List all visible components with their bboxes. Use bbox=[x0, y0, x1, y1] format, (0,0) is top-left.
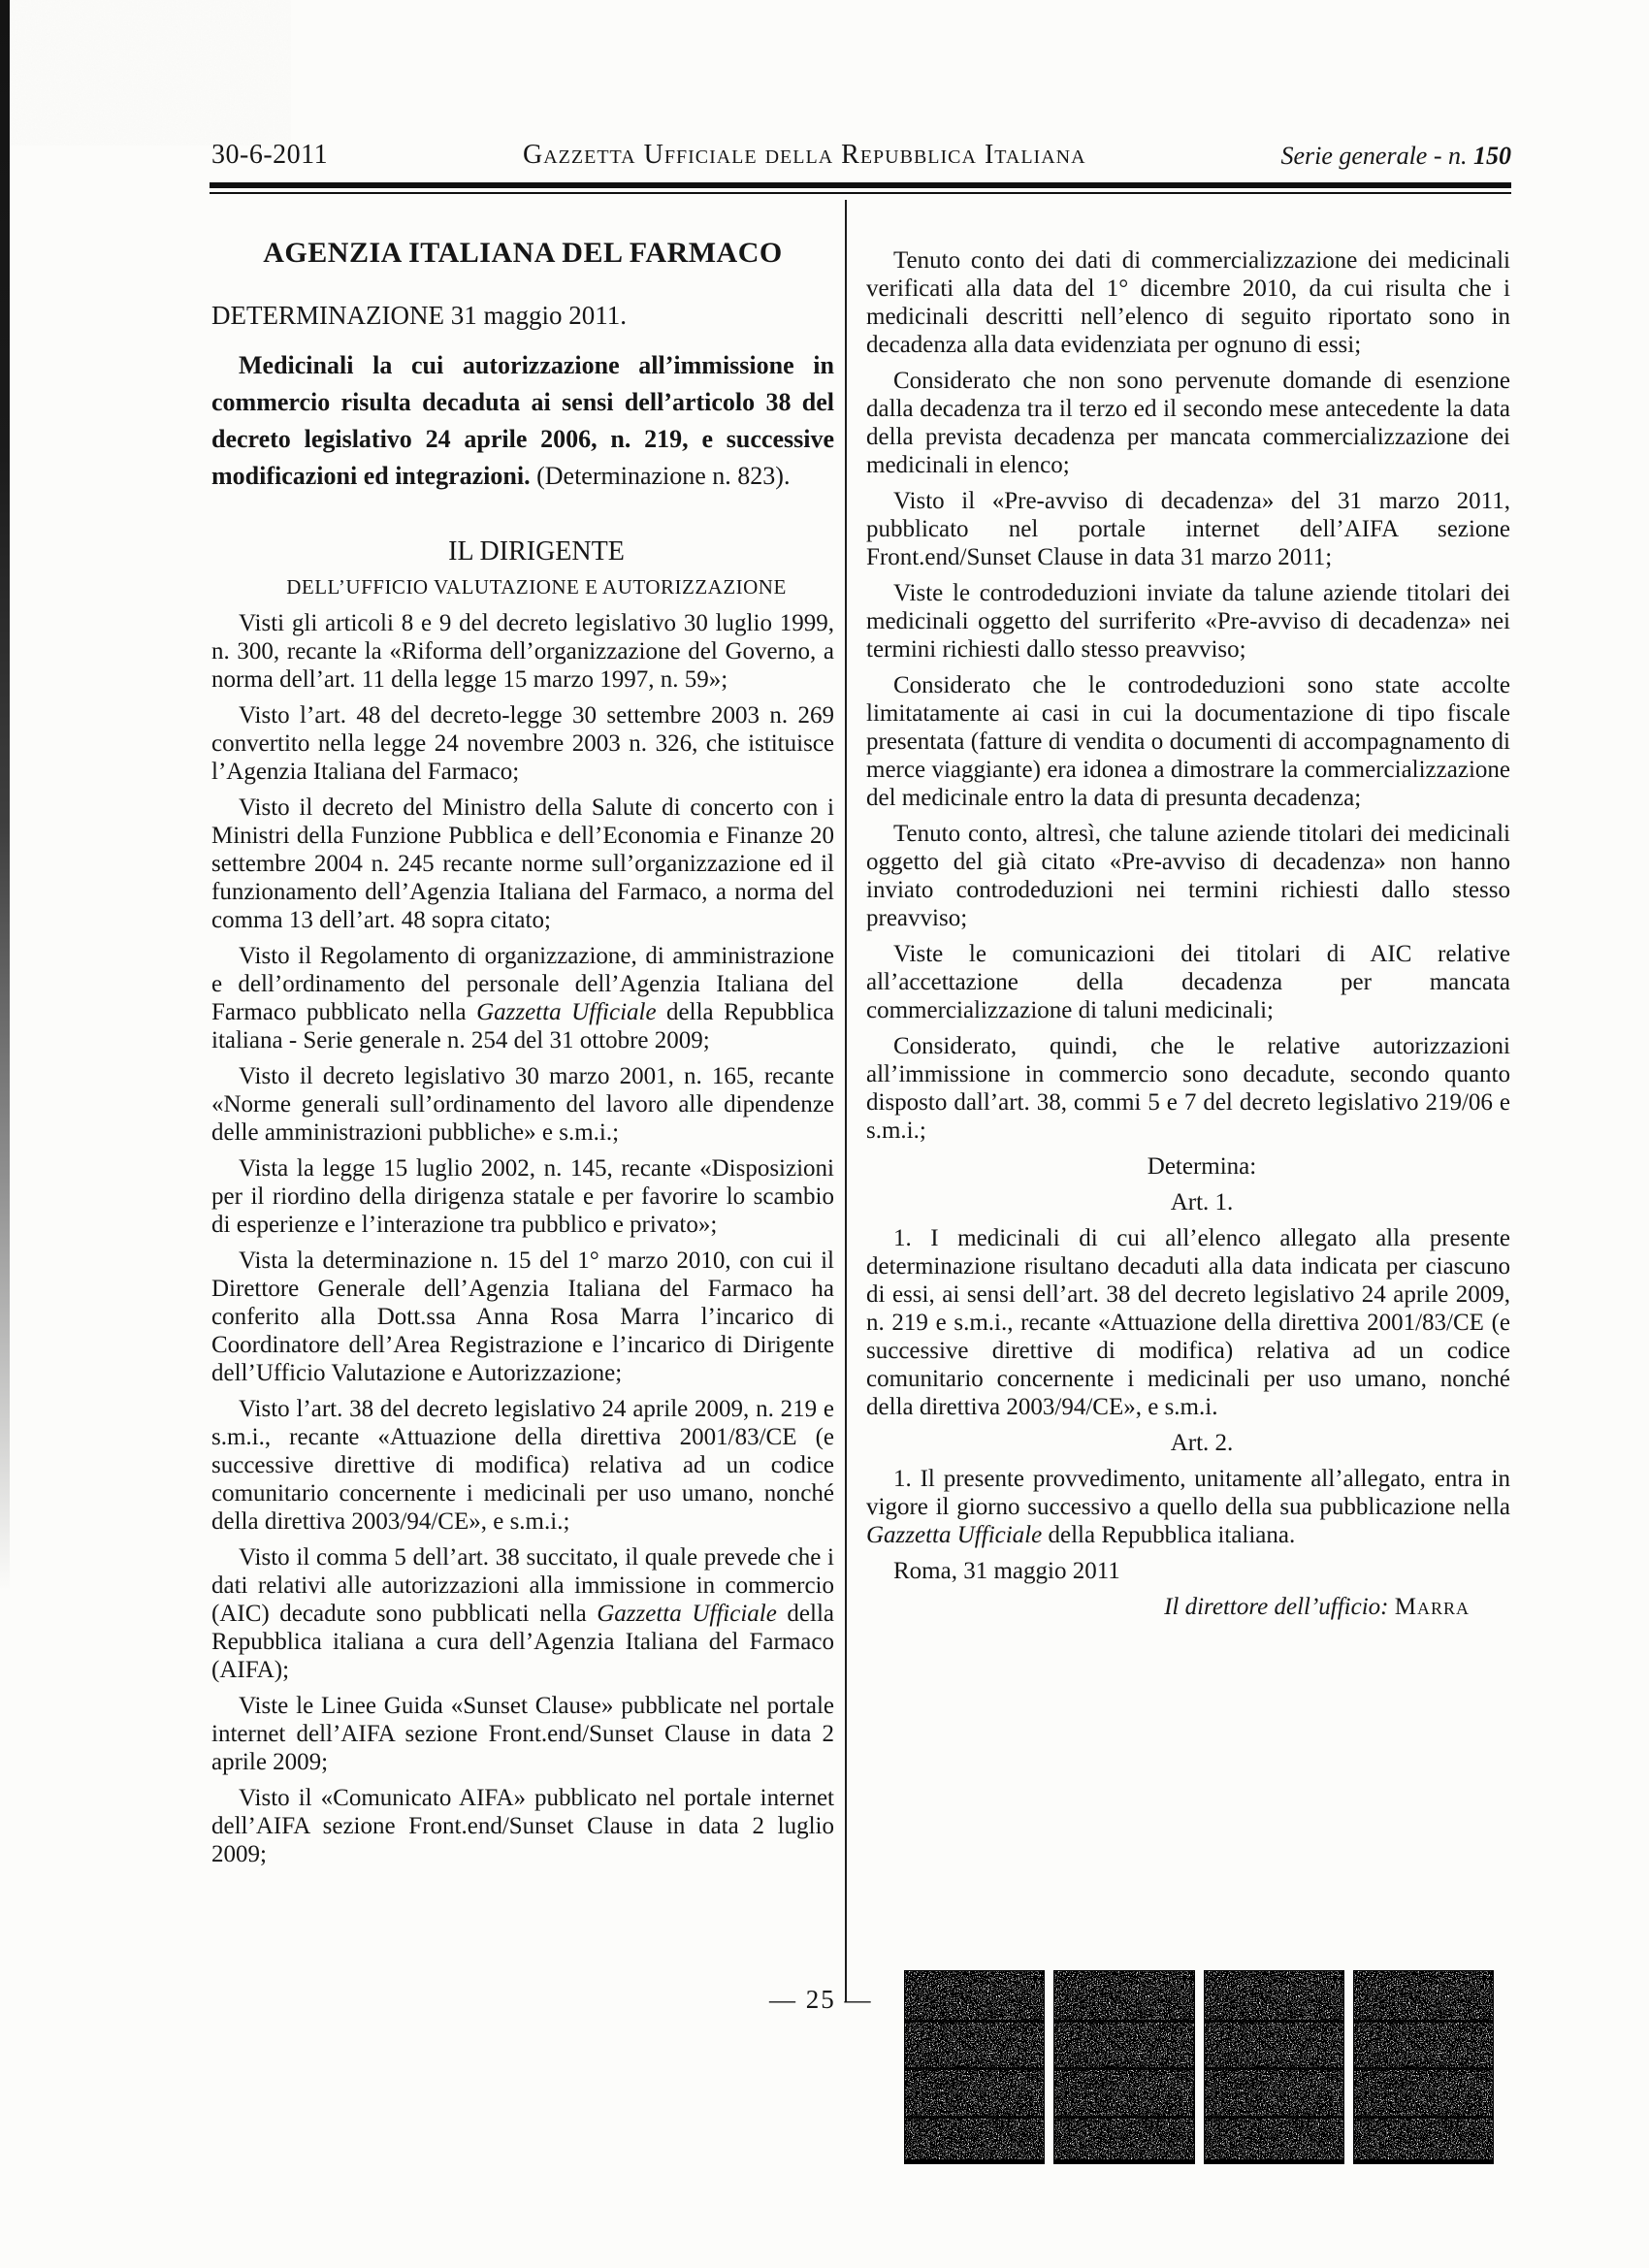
noise-block bbox=[1205, 1971, 1343, 2163]
band-line bbox=[1354, 2116, 1493, 2119]
paragraph-text: della Repubblica italiana - Serie generale n. 254 del 31 ottobre 2009; bbox=[211, 999, 834, 1053]
signature bbox=[866, 1593, 1510, 1621]
paragraph-text: Visto il Regolamento di organizzazione, di amministrazione e dell’ordinamento del personale dell’Agenzia Italiana del Farmaco pubblicato nella bbox=[211, 943, 834, 1025]
paragraph-text: della Repubblica italiana. bbox=[1042, 1522, 1296, 1548]
page-grain bbox=[0, 0, 291, 146]
paragraph: Visto il «Comunicato AIFA» pubblicato nel portale internet dell’AIFA sezione Front.end/Sunset Clause in data 2 luglio 2009; bbox=[211, 1785, 834, 1867]
determination-line: DETERMINAZIONE 31 maggio 2011. bbox=[211, 301, 627, 330]
paragraph bbox=[211, 1543, 834, 1684]
band-line bbox=[905, 2159, 1044, 2163]
paragraph: Vista la legge 15 luglio 2002, n. 145, recante «Disposizioni per il riordino della dirigenza statale e per favorire lo scambio di esperienze e l’interazione tra pubblico e privato»; bbox=[211, 1155, 834, 1238]
italic-citation: Gazzetta Ufficiale bbox=[476, 999, 657, 1025]
band-line bbox=[1205, 2067, 1343, 2070]
paragraph: Visto il decreto legislativo 30 marzo 2001, n. 165, recante «Norme generali sull’ordinamento del lavoro alle dipendenze delle amministrazioni pubbliche» e s.m.i.; bbox=[211, 1063, 834, 1146]
scan-edge-artifact bbox=[0, 0, 10, 1591]
subject-roman-text: (Determinazione n. 823). bbox=[530, 462, 791, 490]
determina-label: Determina: bbox=[1147, 1153, 1257, 1180]
noise-block bbox=[1354, 1971, 1493, 2163]
band-line bbox=[905, 2116, 1044, 2119]
noise-block bbox=[905, 1971, 1044, 2163]
signature-name: Marra bbox=[1394, 1594, 1470, 1620]
band-line bbox=[1354, 2020, 1493, 2023]
paragraph: Vista la determinazione n. 15 del 1° marzo 2010, con cui il Direttore Generale dell’Agenzia Italiana del Farmaco ha conferito alla Dott.ssa Anna Rosa Marra l’incarico di Coordinatore dell’Area Registrazione e l’incarico di Dirigente dell’Ufficio Valutazione e Autorizzazione; bbox=[211, 1247, 834, 1386]
subject-paragraph bbox=[211, 347, 834, 495]
paragraph: Visto l’art. 38 del decreto legislativo 24 aprile 2009, n. 219 e s.m.i., recante «Attuazione della direttiva 2001/83/CE (e successive direttive di modifica) relativa ad un codice comunitario concernente i medicinali per uso umano, nonché della direttiva 2003/94/CE», e s.m.i.; bbox=[211, 1396, 834, 1535]
article-2-heading: Art. 2. bbox=[1170, 1430, 1234, 1456]
issue-label bbox=[1280, 142, 1511, 171]
left-column bbox=[211, 233, 834, 1876]
paragraph: Considerato, quindi, che le relative autorizzazioni all’immissione in commercio sono decadute, secondo quanto disposto dall’art. 38, commi 5 e 7 del decreto legislativo 219/06 e s.m.i.; bbox=[866, 1033, 1510, 1144]
signature-role: Il direttore dell’ufficio: bbox=[1164, 1594, 1395, 1620]
page-header bbox=[211, 140, 1511, 171]
column-divider bbox=[845, 200, 847, 2002]
paragraph-text: della Repubblica italiana a cura dell’Agenzia Italiana del Farmaco (AIFA); bbox=[211, 1601, 834, 1683]
paragraph: Considerato che non sono pervenute domande di esenzione dalla decadenza tra il terzo ed il secondo mese antecedente la data della prevista decadenza per mancata commercializzazione dei medicinali in elenco; bbox=[866, 368, 1510, 478]
band-line bbox=[1054, 2159, 1193, 2163]
band-line bbox=[1054, 2020, 1193, 2023]
signer-office: DELL’UFFICIO VALUTAZIONE E AUTORIZZAZIONE bbox=[286, 575, 787, 599]
paragraph-text: 1. Il presente provvedimento, unitamente all’allegato, entra in vigore il giorno successivo a quello della sua pubblicazione nella bbox=[866, 1466, 1510, 1520]
right-column bbox=[866, 233, 1510, 1629]
agency-title: AGENZIA ITALIANA DEL FARMACO bbox=[263, 237, 783, 269]
article-1-heading: Art. 1. bbox=[1170, 1189, 1234, 1215]
band-line bbox=[905, 2067, 1044, 2070]
paragraph: Visto il «Pre-avviso di decadenza» del 31 marzo 2011, pubblicato nel portale internet dell’AIFA sezione Front.end/Sunset Clause in data 31 marzo 2011; bbox=[866, 488, 1510, 570]
subject-bold-text: Medicinali la cui autorizzazione all’immissione in commercio risulta decaduta ai sensi dell’articolo 38 del decreto legislativo 24 aprile 2006, n. 219, e successive modificazioni ed integrazioni. bbox=[211, 351, 834, 490]
band-line bbox=[1205, 2116, 1343, 2119]
band-line bbox=[1054, 2116, 1193, 2119]
paragraph: Visti gli articoli 8 e 9 del decreto legislativo 30 luglio 1999, n. 300, recante la «Riforma dell’organizzazione del Governo, a norma dell’art. 11 della legge 15 marzo 1997, n. 59»; bbox=[211, 610, 834, 693]
article-2-body bbox=[866, 1465, 1510, 1549]
signer-title: IL DIRIGENTE bbox=[448, 536, 625, 567]
issue-series-text: Serie generale - n. bbox=[1280, 142, 1473, 170]
paragraph: Viste le controdeduzioni inviate da talune aziende titolari dei medicinali oggetto del surriferito «Pre-avviso di decadenza» nei termini richiesti dallo stesso preavviso; bbox=[866, 580, 1510, 663]
issue-number: 150 bbox=[1473, 142, 1511, 170]
noise-barcode-blocks bbox=[905, 1971, 1493, 2163]
paragraph: Viste le Linee Guida «Sunset Clause» pubblicate nel portale internet dell’AIFA sezione Front.end/Sunset Clause in data 2 aprile 2009; bbox=[211, 1693, 834, 1775]
header-date: 30-6-2011 bbox=[211, 140, 329, 170]
paragraph: Visto il decreto del Ministro della Salute di concerto con i Ministri della Funzione Pubblica e dell’Economia e Finanze 20 settembre 2004 n. 245 recante norme sull’organizzazione ed il funzionamento dell’Agenzia Italiana del Farmaco, a norma del comma 13 dell’art. 48 sopra citato; bbox=[211, 794, 834, 933]
band-line bbox=[1205, 2020, 1343, 2023]
paragraph: Considerato che le controdeduzioni sono state accolte limitatamente ai casi in cui la documentazione di tipo fiscale presentata (fatture di vendita o documenti di accompagnamento di merce viaggiante) era idonea a dimostrare la commercializzazione del medicinale entro la data di presunta decadenza; bbox=[866, 672, 1510, 811]
paragraph: Tenuto conto dei dati di commercializzazione dei medicinali verificati alla data del 1° dicembre 2010, da cui risulta che i medicinali descritti nell’elenco di seguito riportato sono in decadenza alla data evidenziata per ognuno di essi; bbox=[866, 247, 1510, 358]
paragraph: Visto l’art. 48 del decreto-legge 30 settembre 2003 n. 269 convertito nella legge 24 novembre 2003 n. 326, che istituisce l’Agenzia Italiana del Farmaco; bbox=[211, 702, 834, 785]
band-line bbox=[1354, 2067, 1493, 2070]
page-number: — 25 — bbox=[769, 1985, 873, 2014]
paragraph: Tenuto conto, altresì, che talune aziende titolari dei medicinali oggetto del già citato «Pre-avviso di decadenza» non hanno inviato controdeduzioni nei termini richiesti dallo stesso preavviso; bbox=[866, 821, 1510, 931]
paragraph-text: Visto il comma 5 dell’art. 38 succitato, il quale prevede che i dati relativi alle autorizzazioni alla immissione in commercio (AIC) decadute sono pubblicati nella bbox=[211, 1544, 834, 1627]
article-1-body: 1. I medicinali di cui all’elenco allegato alla presente determinazione risultano decaduti alla data indicata per ciascuno di essi, ai sensi dell’art. 38 del decreto legislativo 24 aprile 2009, n. 219 e s.m.i., recante «Attuazione della direttiva 2001/83/CE (e successive direttive di modifica) relativa ad un codice comunitario concernente i medicinali per uso umano, nonché della direttiva 2003/94/CE», e s.m.i. bbox=[866, 1225, 1510, 1420]
noise-block bbox=[1054, 1971, 1193, 2163]
italic-citation: Gazzetta Ufficiale bbox=[597, 1601, 777, 1627]
italic-citation: Gazzetta Ufficiale bbox=[866, 1522, 1043, 1548]
dateline: Roma, 31 maggio 2011 bbox=[893, 1558, 1120, 1584]
band-line bbox=[1054, 2067, 1193, 2070]
band-line bbox=[1354, 2159, 1493, 2163]
masthead-title: Gazzetta Ufficiale della Repubblica Italiana bbox=[523, 140, 1086, 170]
header-double-rule bbox=[210, 182, 1511, 194]
band-line bbox=[1205, 2159, 1343, 2163]
band-line bbox=[905, 2020, 1044, 2023]
paragraph bbox=[211, 942, 834, 1054]
paragraph: Viste le comunicazioni dei titolari di AIC relative all’accettazione della decadenza per mancata commercializzazione di taluni medicinali; bbox=[866, 941, 1510, 1023]
